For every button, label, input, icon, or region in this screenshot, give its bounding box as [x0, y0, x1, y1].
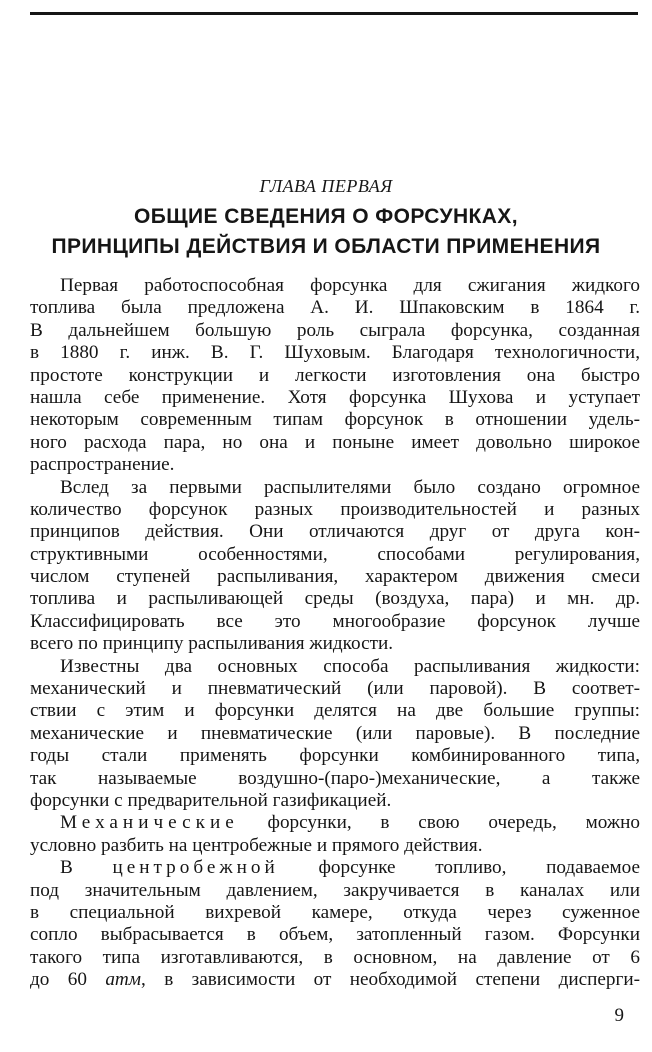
text-line: такого типа изготавливаются, в основном, на давление от 6 [30, 946, 640, 968]
text-line [30, 969, 640, 991]
text-line: Известны два основных способа распыливания жидкости: [60, 655, 640, 677]
unit-atm: атм [105, 969, 142, 991]
chapter-title-line-2: ПРИНЦИПЫ ДЕЙСТВИЯ И ОБЛАСТИ ПРИМЕНЕНИЯ [51, 235, 601, 258]
text-fragment: форсунке топливо, подаваемое [318, 857, 640, 879]
text-line [30, 857, 640, 879]
text-line: условно разбить на центробежные и прямого действия. [30, 834, 483, 856]
text-line: топлива была предложена А. И. Шпаковским в 1864 г. [30, 297, 640, 319]
text-line: Классифицировать все это многообразие форсунок лучше [30, 610, 640, 632]
text-line: форсунки с предварительной газификацией. [30, 789, 392, 811]
text-line: В дальнейшем большую роль сыграла форсунка, созданная [30, 319, 640, 341]
text-fragment: до 60 [30, 969, 87, 991]
text-line: простоте конструкции и легкости изготовления она быстро [30, 364, 640, 386]
text-line: механический и пневматический (или паровой). В соответ- [30, 678, 640, 700]
page-number: 9 [614, 1005, 624, 1026]
text-line: распространение. [30, 454, 175, 476]
text-line: принципов действия. Они отличаются друг от друга кон- [30, 521, 640, 543]
text-fragment: форсунки, в свою очередь, можно [267, 812, 640, 834]
body-text [30, 275, 640, 992]
text-line: ствии с этим и форсунки делятся на две большие группы: [30, 700, 640, 722]
chapter-label: ГЛАВА ПЕРВАЯ [259, 176, 393, 196]
spaced-term: центробежной [112, 857, 279, 879]
text-line: ного расхода пара, но она и поныне имеет довольно широкое [30, 431, 640, 453]
text-line: под значительным давлением, закручивается в каналах или [30, 879, 640, 901]
text-fragment: , в зависимости от необходимой степени дисперги- [141, 969, 640, 991]
text-line: в 1880 г. инж. В. Г. Шуховым. Благодаря технологичности, [30, 342, 640, 364]
text-line: некоторым современным типам форсунок в отношении удель- [30, 409, 640, 431]
text-line: структивными особенностями, способами регулирования, [30, 543, 640, 565]
text-line: Вслед за первыми распылителями было создано огромное [60, 476, 640, 498]
text-line: нашла себе применение. Хотя форсунка Шухова и уступает [30, 386, 640, 408]
spaced-term: Механические [60, 812, 239, 834]
text-fragment: В [60, 857, 73, 879]
text-line: всего по принципу распыливания жидкости. [30, 633, 394, 655]
text-line: годы стали применять форсунки комбинированного типа, [30, 745, 640, 767]
text-line: механические и пневматические (или паровые). В последние [30, 722, 640, 744]
chapter-title-line-1: ОБЩИЕ СВЕДЕНИЯ О ФОРСУНКАХ, [134, 205, 518, 228]
text-line: количество форсунок разных производительностей и разных [30, 498, 640, 520]
top-rule [30, 12, 638, 15]
text-line: так называемые воздушно-(паро-)механические, а также [30, 767, 640, 789]
text-line: в специальной вихревой камере, откуда через суженное [30, 901, 640, 923]
text-line: Первая работоспособная форсунка для сжигания жидкого [60, 275, 640, 296]
text-line: топлива и распыливающей среды (воздуха, пара) и мн. др. [30, 588, 640, 610]
text-line: числом ступеней распыливания, характером движения смеси [30, 566, 640, 588]
text-line [30, 812, 640, 834]
text-line: сопло выбрасывается в объем, затопленный газом. Форсунки [30, 924, 640, 946]
